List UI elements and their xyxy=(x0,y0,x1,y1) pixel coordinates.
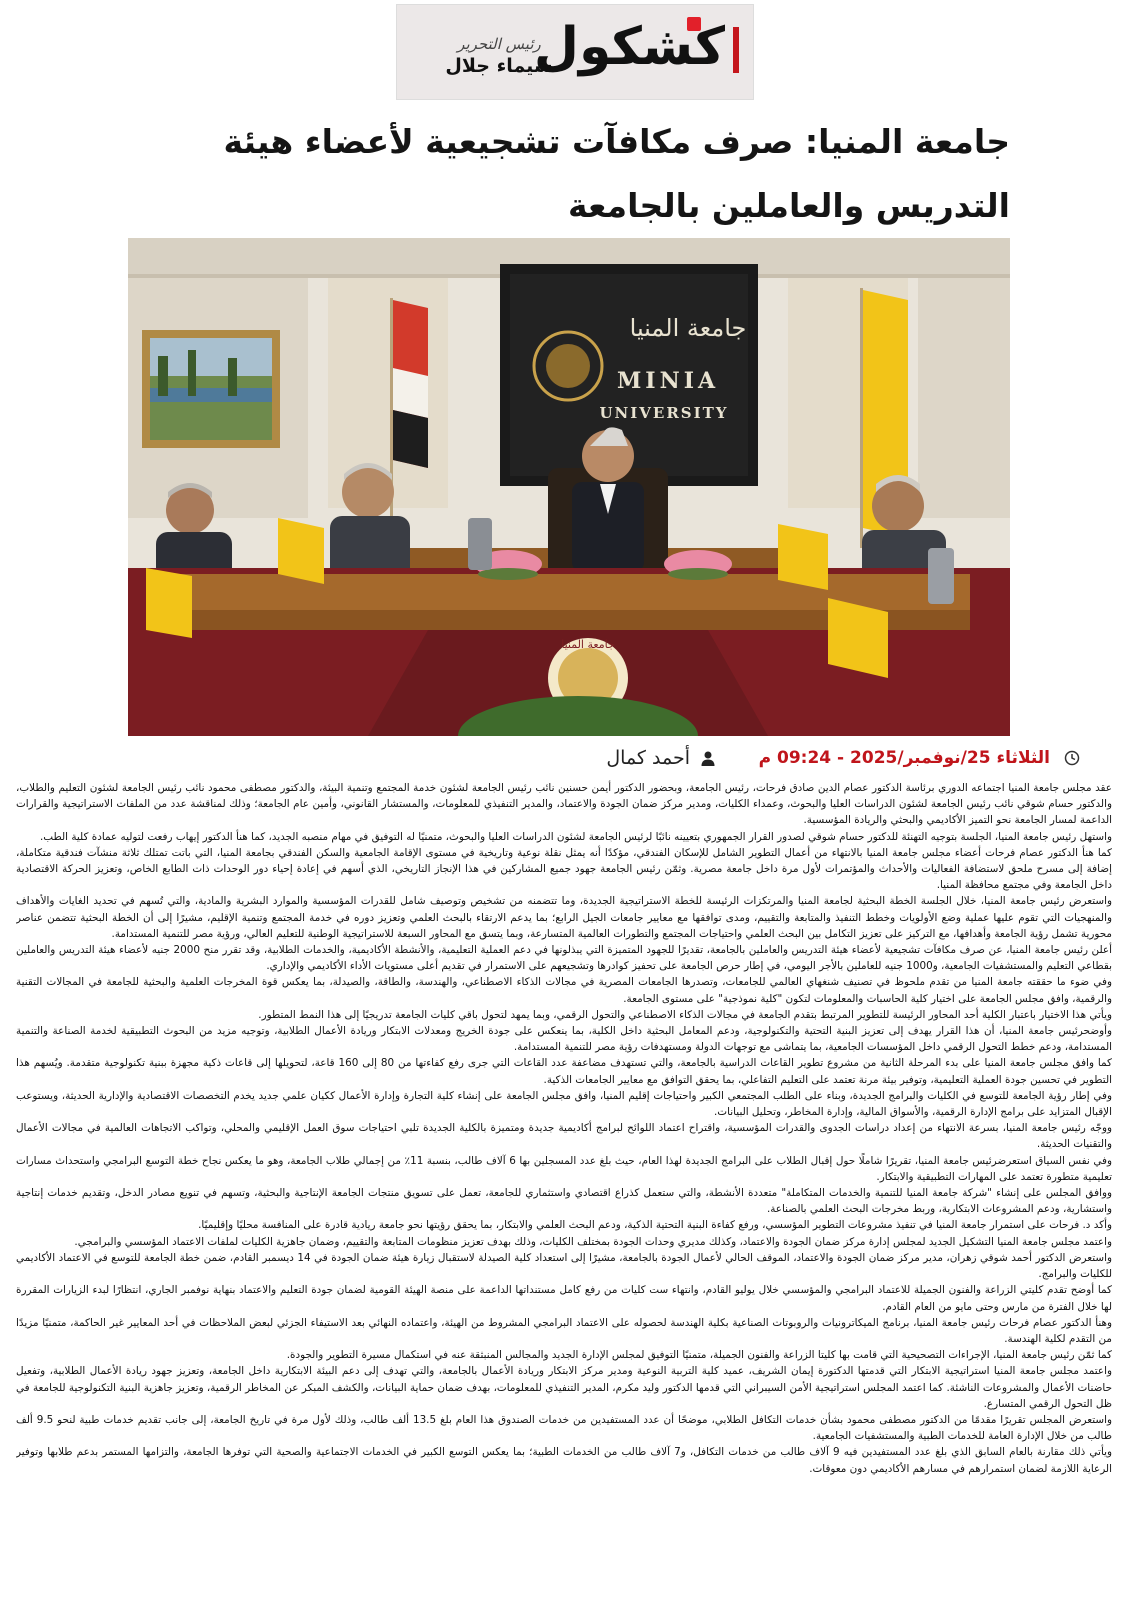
paragraph: كما هنأ الدكتور عصام فرحات أعضاء مجلس جامعة المنيا بالانتهاء من أعمال التطوير الشامل للإسكان الفندقي، مؤكدًا أنه يمثل نقلة نوعية وتاريخية في مستوى الإقامة الجامعية والسكن الفندقي بجامعة المنيا، التي باتت تمتلك ثلاثة منشآت فندقية متكاملة، إضافة إلى مسرح ملحق لاستضافة الفعاليات والأحداث والمؤتمرات لأول مرة داخل جامعة مصرية. وثمّن رئيس الجامعة جهود جميع المشاركين في هذا الإنجاز التاريخي، الذي أسهم في إعادة إحياء دور الوحدات ذات الطابع الخاص، وتعزيز الحركة الاقتصادية داخل الجامعة وفي مجتمع محافظة المنيا. xyxy=(16,846,1112,892)
paragraph: كما ثمّن رئيس جامعة المنيا، الإجراءات التصحيحية التي قامت بها كليتا الزراعة والفنون الجميلة، متمنيًا التوفيق لمجلس الإدارة الجديد والمجالس المنبثقة عنه في استكمال مسيرة التطوير والجودة. xyxy=(286,1349,1112,1362)
masthead xyxy=(396,4,754,100)
paragraph: واستعرض رئيس جامعة المنيا، خلال الجلسة الخطة البحثية لجامعة المنيا والمرتكزات الرئيسة للخطة الاستراتيجية الجديدة، وما تتضمنه من تشخيص وتوصيف شامل للقدرات المؤسسية والموارد البشرية والمادية، والتي تُسهم في تحديد الغايات والأهداف والمنهجيات التي تقوم عليها عملية وضع الأولويات وخطط التنفيذ والمتابعة والتقييم، ومدى توافقها مع معايير جامعات الجيل الرابع؛ بما يدعم الارتقاء بالبحث العلمي وتعزيز دوره في خدمة المجتمع وتنمية الإقليم، مشيرًا إلى أن الخطة البحثية تتضمن عناصر محورية تشمل رؤية الجامعة وأهدافها، مع التركيز على تعزيز التكامل بين البحث العلمي واحتياجات المجتمع والتطورات العالمية المتسارعة، وبما يتسق مع المحاور السبعة للاستراتيجية الوطنية للتعليم العالي، ورؤية مصر للتنمية المستدامة. xyxy=(16,895,1112,940)
paragraph: واستعرض المجلس تقريرًا مقدمًا من الدكتور مصطفى محمود بشأن خدمات التكافل الطلابي، موضحًا أن عدد المستفيدين من خدمات الصندوق هذا العام بلغ 13.5 ألف طالب، وذلك لأول مرة في تاريخ الجامعة، إلى جانب تقديم خدمات طبية لنحو 9.5 ألف طالب من خلال الإدارة العامة للخدمات الطبية والمستشفيات الجامعية. xyxy=(16,1413,1112,1443)
paragraph: وفي ضوء ما حققته جامعة المنيا من تقدم ملحوظ في تصنيف شنغهاي العالمي للجامعات، وتصدرها الجامعات المصرية في مجالات الذكاء الاصطناعي، والهندسة، والطاقة، والصيدلة، بما يعكس قوة المخرجات العلمية والبحثية للجامعة في المجالات التقنية والرقمية، وافق مجلس الجامعة على اختيار كلية الحاسبات والمعلومات لتكون "كلية نموذجية" على مستوى الجامعة. xyxy=(16,976,1112,1005)
article-body xyxy=(16,780,1112,1596)
paragraph: كما وافق مجلس جامعة المنيا على بدء المرحلة الثانية من مشروع تطوير القاعات الدراسية بالجامعة، والتي تستهدف مضاعفة عدد القاعات التي جرى رفع كفاءتها من 80 إلى 160 قاعة، لتحويلها إلى قاعات ذكية مجهزة ببنية تكنولوجية متقدمة. ويُسهم هذا التطوير في تحسين جودة العملية التعليمية، وتوفير بيئة مرنة تعتمد على التعليم التفاعلي، بما يحقق التوافق مع معايير الجامعات الذكية. xyxy=(16,1057,1112,1086)
paragraph: ويأتي ذلك مقارنة بالعام السابق الذي بلغ عدد المستفيدين فيه 9 آلاف طالب من خدمات التكافل، و7 آلاف طالب من الخدمات الطبية؛ بما يعكس التوسع الكبير في الخدمات الاجتماعية والصحية التي توفرها الجامعة، والتزامها المستمر بدعم طلابها وتوفير الرعاية اللازمة لضمان استمرارهم في مسارهم الأكاديمي دون معوقات. xyxy=(16,1446,1112,1475)
paragraph: ويأتي هذا الاختيار باعتبار الكلية أحد المحاور الرئيسة للتطوير المرتبط بتقدم الجامعة في مجالات الذكاء الاصطناعي والتحول الرقمي، وبما يمهد لتحول باقي كليات الجامعة تدريجيًا إلى هذا النمط المتطور. xyxy=(258,1008,1112,1021)
paragraph: عقد مجلس جامعة المنيا اجتماعه الدوري برئاسة الدكتور عصام الدين صادق فرحات، رئيس الجامعة، وبحضور الدكتور أيمن حسنين نائب رئيس الجامعة لشئون خدمة المجتمع وتنمية البيئة، والدكتور مصطفى محمود نائب رئيس الجامعة لشئون التعليم والطلاب، والدكتور حسام شوقي نائب رئيس الجامعة لشئون الدراسات العليا والبحوث، وعمداء الكليات، ومدير مركز ضمان الجودة والاعتماد، والمدير التنفيذي للمعلومات، والمستشار القانوني، وأمين عام الجامعة؛ وذلك لمناقشة عدد من الملفات الاستراتيجية والقرارات الداعمة لمسار الجامعة نحو التميز الأكاديمي والبحثي والريادة المؤسسية. xyxy=(16,782,1112,827)
paragraph: واعتمد مجلس جامعة المنيا استراتيجية الابتكار التي قدمتها الدكتورة إيمان الشريف، عميد كلية التربية النوعية ومدير مركز الابتكار وريادة الأعمال بالجامعة، والتي تهدف إلى دعم البيئة الابتكارية داخل الجامعة، وتعزيز جهود ريادة الأعمال الطلابية، وتفعيل حاضنات الأعمال والمشروعات الناشئة. كما اعتمد المجلس استراتيجية الأمن السيبراني التي قدمها الدكتور وليد مكرم، المدير التنفيذي للمعلومات، بهدف ضمان حماية البيانات، والكشف المبكر عن المخاطر الرقمية، وتعزيز جاهزية البنية التكنولوجية للجامعة في ظل التحول الرقمي المتسارع. xyxy=(16,1365,1112,1410)
sign-english-line-2: UNIVERSITY xyxy=(599,404,729,422)
paragraph: وهنأ الدكتور عصام فرحات رئيس جامعة المنيا، برنامج الميكاترونيات والروبوتات الصناعية بكلية الهندسة لحصوله على الاعتماد البرامجي المشروط من الهيئة، واعتماده النهائي بعد الاستيفاء الجزئي لبعض الملاحظات في أحد المعايير غير الحاكمة، متمنيًا مزيدًا من التقدم لكلية الهندسة. xyxy=(16,1316,1112,1345)
paragraph: واستعرض الدكتور أحمد شوقي زهران، مدير مركز ضمان الجودة والاعتماد، الموقف الحالي لأعمال الجودة بالجامعة، مشيرًا إلى استعداد كلية الصيدلة لاستقبال زيارة هيئة ضمان الجودة في 14 ديسمبر القادم، ضمن خطة الجامعة للتوسع في الاعتماد الأكاديمي للكليات والبرامج. xyxy=(16,1251,1112,1281)
article-headline: جامعة المنيا: صرف مكافآت تشجيعية لأعضاء هيئة التدريس والعاملين بالجامعة xyxy=(223,122,1010,225)
user-icon xyxy=(700,750,716,766)
paragraph: ووافق المجلس على إنشاء "شركة جامعة المنيا للتنمية والخدمات المتكاملة" متعددة الأنشطة، والتي ستعمل كذراع اقتصادي واستثماري للجامعة، تعمل على تسويق منتجات الجامعة الإنتاجية والبحثية، وتسهم في تنويع مصادر الدخل، وتقديم خدمات إنتاجية واستشارية، ودعم المشروعات الابتكارية، وربط مخرجات البحث العلمي بالصناعة. xyxy=(16,1187,1112,1216)
paragraph: واستهل رئيس جامعة المنيا، الجلسة بتوجيه التهنئة للدكتور حسام شوقي لصدور القرار الجمهوري بتعيينه نائبًا لرئيس الجامعة لشئون الدراسات العليا والبحوث، متمنيًا له التوفيق في مهام منصبه الجديد، كما هنأ الدكتور إيهاب رفعت لتوليه عمادة كلية الطب. xyxy=(39,830,1112,843)
sign-english-line-1: MINIA xyxy=(616,368,720,394)
paragraph: واعتمد مجلس جامعة المنيا التشكيل الجديد لمجلس إدارة مركز ضمان الجودة والاعتماد، وكذلك مديري وحدات الجودة بمختلف الكليات، وذلك بهدف تعزيز منظومات المتابعة والتقييم، وضمان جاهزية الكليات لملفات الاعتماد المؤسسي والبرامجي. xyxy=(74,1235,1112,1248)
site-logo[interactable]: كشكول xyxy=(533,17,725,77)
paragraph: وأوضحرئيس جامعة المنيا، أن هذا القرار يهدف إلى تعزيز البنية التحتية والتكنولوجية، ودعم المعامل البحثية داخل الكلية، بما ينعكس على جودة الخريج ومعدلات الابتكار وريادة الأعمال الطلابية، وتوجيه مزيد من البحوث التطبيقية لخدمة الصناعة والتنمية المستدامة، ودعم خطط التحول الرقمي داخل المؤسسات الجامعية، بما يتماشى مع توجهات الدولة ومستهدفات رؤية مصر للتنمية المستدامة. xyxy=(16,1025,1112,1054)
podium-logo-label: جامعة المنيا xyxy=(561,638,615,651)
article-byline xyxy=(600,746,1080,774)
paragraph: وفي نفس السياق استعرضرئيس جامعة المنيا، تقريرًا شاملًا حول إقبال الطلاب على البرامج الجديدة لهذا العام، حيث بلغ عدد المسجلين بها 6 آلاف طالب، بنسبة 11٪ من إجمالي طلاب الجامعة، وهو ما يعكس نجاح خطة التوسع البرامجي واستحداث مسارات تعليمية متطورة تعتمد على المهارات التطبيقية والابتكار. xyxy=(16,1154,1112,1183)
meeting-room-illustration xyxy=(128,238,1010,736)
paragraph: ووجّه رئيس جامعة المنيا، بسرعة الانتهاء من إعداد دراسات الجدوى والقدرات المؤسسية، واقتراح اعتماد اللوائح لبرامج أكاديمية جديدة ومتميزة بالكلية الجديدة تلبي احتياجات سوق العمل الإقليمي والمحلي، وتواكب الاتجاهات العالمية في مجالات الأعمال والتقنيات الحديثة. xyxy=(16,1122,1112,1151)
editor-in-chief-label: رئيس التحرير xyxy=(457,35,541,53)
author-name[interactable]: أحمد كمال xyxy=(606,747,690,769)
publish-date: الثلاثاء 25/نوفمبر/2025 - 09:24 م xyxy=(758,748,1050,768)
paragraph: وأكد د. فرحات على استمرار جامعة المنيا في تنفيذ مشروعات التطوير المؤسسي، ورفع كفاءة البنية التحتية الذكية، ودعم البحث العلمي والابتكار، بما يحقق رؤيتها نحو جامعة ريادية قادرة على المنافسة محليًا وإقليميًا. xyxy=(198,1219,1112,1232)
editor-in-chief-name: شيماء جلال xyxy=(445,55,553,77)
paragraph: أعلن رئيس جامعة المنيا، عن صرف مكافآت تشجيعية لأعضاء هيئة التدريس والعاملين بالجامعة، تقديرًا للجهود المتميزة التي يبذلونها في دعم العملية التعليمية، والأنشطة الأكاديمية، والخدمات الطلابية، وقد تقرر منح 2000 جنيه لأعضاء هيئة التدريس والعاملين بقطاعي التعليم والمستشفيات الجامعية، و1000 جنيه للعاملين بالأجر اليومي، في إطار حرص الجامعة على تحفيز كوادرها وتشجيعهم على الاستمرار في تقديم أعلى مستويات الأداء الأكاديمي والإداري. xyxy=(16,944,1112,973)
sign-arabic-text: جامعة المنيا xyxy=(629,314,747,342)
paragraph: وفي إطار رؤية الجامعة للتوسع في الكليات والبرامج الجديدة، وبناء على الطلب المجتمعي الكبير واحتياجات إقليم المنيا، وافق مجلس الجامعة على إنشاء كلية التجارة وإدارة الأعمال ككيان علمي جديد يخدم التخصصات الاقتصادية والإدارية الحديثة، ويستوعب الإقبال المتزايد على برامج الإدارة الرقمية، والأسواق المالية، وإدارة المخاطر، وتحليل البيانات. xyxy=(16,1089,1112,1119)
logo-accent-bar xyxy=(733,27,739,73)
paragraph: كما أوضح تقدم كليتي الزراعة والفنون الجميلة للاعتماد البرامجي والمؤسسي خلال يوليو القادم، وانتهاء ست كليات من رفع كامل مستنداتها الداعمة على منصة الهيئة القومية لضمان جودة التعليم والاعتماد بنهاية نوفمبر الجاري، انتظارًا لبدء الزيارات المقررة لها خلال الفترة من مارس وحتى مايو من العام القادم. xyxy=(16,1284,1112,1313)
article-photo xyxy=(128,238,1010,736)
clock-icon xyxy=(1064,750,1080,766)
